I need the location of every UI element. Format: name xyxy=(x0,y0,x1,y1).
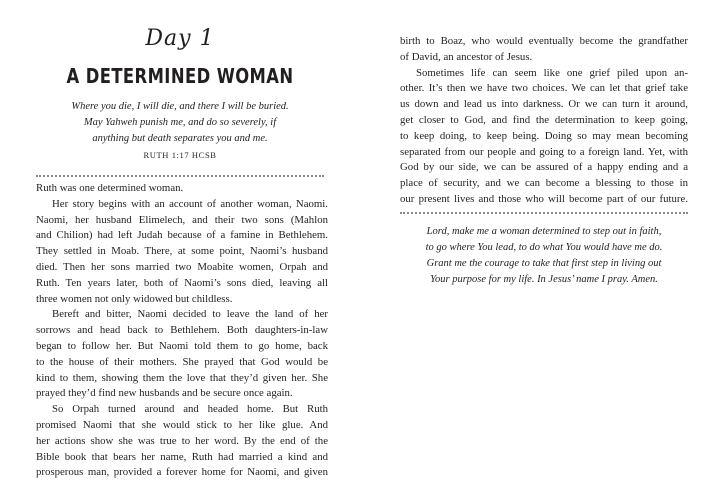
body-line: died. Then her sons married two Moabite women, Orpah and xyxy=(36,260,328,273)
body-line: other. It’s then we have two choices. We can let that grief take xyxy=(400,82,688,95)
epigraph-line: Where you die, I will die, and there I will be buried. xyxy=(71,101,289,112)
prayer-line: Your purpose for my life. In Jesus’ name I pray. Amen. xyxy=(430,274,658,285)
body-line: get closer to God, and find the determination to keep going, xyxy=(400,113,688,126)
body-line: prosperous man, provided a forever home for Naomi, and given xyxy=(36,466,328,479)
body-line: birth to Boaz, who would eventually become the grandfather xyxy=(400,35,688,47)
body-line: to the house of their mothers. She prayed that God would be xyxy=(36,355,328,368)
body-line: prayed they’d find new husbands and be secure once again. xyxy=(36,387,293,400)
body-line: to keep doing, to keep being. Doing so may mean becoming xyxy=(400,129,688,142)
prayer xyxy=(400,224,688,288)
body-line: of David, an ancestor of Jesus. xyxy=(400,50,533,63)
page-title: A DETERMINED WOMAN xyxy=(66,64,294,88)
body-line: Sometimes life can seem like one grief piled upon an- xyxy=(416,66,688,79)
body-line: God by our side, we can be assured of a happy ending and a xyxy=(400,161,688,174)
epigraph-line: anything but death separates you and me. xyxy=(92,133,268,144)
body-line: and Chilion) had left Judah because of a famine in Bethlehem. xyxy=(36,229,328,242)
prayer-line: to go where You lead, to do what You would have me do. xyxy=(425,242,663,253)
body-line: place of security, and we can become a blessing to those in xyxy=(400,177,688,190)
body-line: separated from our people and going to a foreign land. Yet, with xyxy=(400,145,688,158)
body-line: her actions show she was true to her word. By the end of the xyxy=(36,434,328,447)
day-label: Day 1 xyxy=(145,26,215,51)
body-text xyxy=(400,34,688,208)
body-line: three women not only widowed but childless. xyxy=(36,292,233,305)
body-line: Naomi, her husband Elimelech, and their two sons (Mahlon xyxy=(36,213,328,226)
body-text xyxy=(36,181,328,481)
body-line: Her story begins with an account of another woman, Naomi. xyxy=(52,197,328,210)
prayer-line: Lord, make me a woman determined to step out in faith, xyxy=(426,226,662,237)
body-line: Ruth was one determined woman. xyxy=(36,182,184,194)
epigraph xyxy=(56,99,304,147)
epigraph-line: May Yahweh punish me, and do so severely, if xyxy=(83,117,277,128)
body-line: sorrows and head back to Bethlehem. Both daughters-in-law xyxy=(36,324,328,337)
body-line: Bible book that bears her name, Ruth had married a kind and xyxy=(36,450,328,463)
body-line: us down and lead us into darkness. Or we can turn it around, xyxy=(400,98,688,111)
body-line: kind to them, showing them the love that they’d given her. She xyxy=(36,371,328,384)
right-page xyxy=(360,0,720,504)
body-line: Bereft and bitter, Naomi decided to leave the land of her xyxy=(52,308,328,321)
body-line: began to follow her. But Naomi told them to go home, back xyxy=(36,339,328,352)
body-line: promised Naomi that she would stick to her like glue. And xyxy=(36,418,328,431)
body-line: Ruth. Ten years later, both of Naomi’s sons died, leaving all xyxy=(36,276,328,289)
scripture-citation: RUTH 1:17 HCSB xyxy=(143,150,217,160)
body-line: our present lives and those who will become part of our future. xyxy=(400,192,688,205)
prayer-line: Grant me the courage to take that first step in living out xyxy=(426,258,662,269)
body-line: They settled in Moab. There, at some point, Naomi’s husband xyxy=(36,245,328,258)
dotted-divider xyxy=(400,212,688,214)
body-line: So Orpah turned around and headed home. But Ruth xyxy=(52,403,328,416)
dotted-divider xyxy=(36,175,324,177)
